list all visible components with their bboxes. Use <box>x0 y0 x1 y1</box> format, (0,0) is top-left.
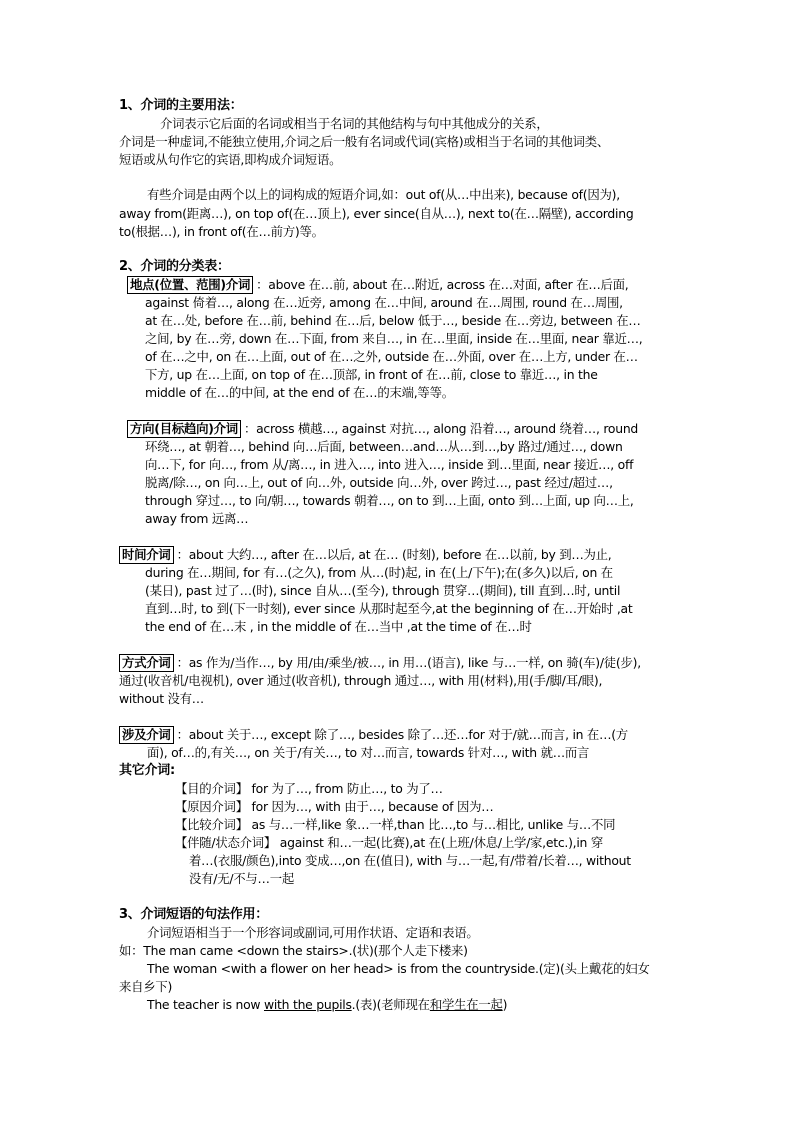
section1-paragraph-line: 短语或从句作它的宾语,即构成介词短语。 <box>119 152 342 167</box>
section2-heading: 2、介词的分类表： <box>119 259 230 274</box>
concern-prepositions-label: 涉及介词 <box>119 726 174 744</box>
other-prepositions-heading: 其它介词: <box>119 763 175 778</box>
time-prepositions-line: 时间介词 ：about 大约…, after 在…以后, at 在… (时刻), before 在…以前, by 到…为止, <box>119 546 611 564</box>
section1-paragraph-line: 介词表示它后面的名词或相当于名词的其他结构与句中其他成分的关系， <box>160 116 549 131</box>
example-line: 来自乡下) <box>119 979 173 994</box>
underlined-phrase: with the pupils <box>263 997 352 1012</box>
example-line: The woman <with a flower on her head> is from the countryside.(定)(头上戴花的妇女 <box>147 961 650 976</box>
direction-prepositions-line: 环绕…, at 朝着…, behind 向…后面, between…and…从…到…,by 路过/通过…, down <box>145 439 623 454</box>
concern-prepositions-line: 面), of…的,有关…, on 关于/有关…, to 对…而言, towards 针对…, with 就…而言 <box>147 745 590 760</box>
place-prepositions-line: 下方, up 在…上面, on top of 在…顶部, in front of 在…前, close to 靠近…, in the <box>145 367 598 382</box>
section3-intro: 介词短语相当于一个形容词或副词,可用作状语、定语和表语。 <box>147 925 479 940</box>
section1-paragraph-line: 介词是一种虚词,不能独立使用,介词之后一般有名词或代词(宾格)或相当于名词的其他词类、 <box>119 134 610 149</box>
place-prepositions-line: against 倚着…, along 在…近旁, among 在…中间, around 在…周围, round 在…周围, <box>145 295 623 310</box>
cause-prepositions-line: 【原因介词】 for 因为…, with 由于…, because of 因为… <box>175 799 494 814</box>
accompaniment-prepositions-line: 着…(衣服/颜色),into 变成…,on 在(值日), with 与…一起,有/带着/长着…, without <box>189 853 631 868</box>
section1-paragraph2-line: away from(距离…), on top of(在…顶上), ever since(自从…), next to(在…隔壁), according <box>119 206 634 221</box>
comparison-prepositions-line: 【比较介词】 as 与…一样,like 象…一样,than 比…,to 与…相比, unlike 与…不同 <box>175 817 616 832</box>
place-prepositions-label: 地点(位置、范围)介词 <box>127 276 253 294</box>
place-prepositions-line: of 在…之中, on 在…上面, out of 在…之外, outside 在…外面, over 在…上方, under 在… <box>145 349 638 364</box>
section3-heading: 3、介词短语的句法作用： <box>119 907 269 922</box>
time-prepositions-line: during 在…期间, for 有…(之久), from 从…(时)起, in 在(上/下午);在(多久)以后, on 在 <box>145 565 613 580</box>
section1-paragraph2-line: 有些介词是由两个以上的词构成的短语介词,如：out of(从…中出来), because of(因为), <box>147 187 620 202</box>
direction-prepositions-line: through 穿过…, to 向/朝…, towards 朝着…, on to 到…上面, onto 到…上面, up 向…上, <box>145 493 634 508</box>
concern-prepositions-line: 涉及介词 ：about 关于…, except 除了…, besides 除了…还…for 对于/就…而言, in 在…(方 <box>119 726 628 744</box>
manner-prepositions-line: 通过(收音机/电视机), over 通过(收音机), through 通过…, with 用(材料),用(手/脚/耳/眼), <box>119 673 603 688</box>
section1-paragraph2-line: to(根据…), in front of(在…前方)等。 <box>119 224 324 239</box>
section1-heading: 1、介词的主要用法： <box>119 98 243 113</box>
direction-prepositions-line: 向…下, for 向…, from 从/离…, in 进入…, into 进入…, inside 到…里面, near 接近…, off <box>145 457 634 472</box>
time-prepositions-label: 时间介词 <box>119 546 174 564</box>
accompaniment-prepositions-line: 【伴随/状态介词】 against 和…一起(比赛),at 在(上班/休息/上学/家,etc.),in 穿 <box>175 835 603 850</box>
time-prepositions-line: the end of 在…末 , in the middle of 在…当中 ,at the time of 在…时 <box>145 619 532 634</box>
direction-prepositions-line: 脱离/除…, on 向…上, out of 向…外, outside 向…外, over 跨过…, past 经过/超过…, <box>145 475 613 490</box>
example-line: The teacher is now with the pupils.(表)(老师现在和学生在一起) <box>147 997 508 1012</box>
direction-prepositions-line: away from 远离… <box>145 511 249 526</box>
time-prepositions-line: (某日), past 过了…(时), since 自从…(至今), through 贯穿…(期间), till 直到…时, until <box>145 583 621 598</box>
time-prepositions-line: 直到…时, to 到(下一时刻), ever since 从那时起至今,at the beginning of 在…开始时 ,at <box>145 601 633 616</box>
purpose-prepositions-line: 【目的介词】 for 为了…, from 防止…, to 为了… <box>175 781 443 796</box>
manner-prepositions-label: 方式介词 <box>119 654 174 672</box>
place-prepositions-line: at 在…处, before 在…前, behind 在…后, below 低于…, beside 在…旁边, between 在… <box>145 313 641 328</box>
manner-prepositions-line: 方式介词 ：as 作为/当作…, by 用/由/乘坐/被…, in 用…(语言), like 与…一样, on 骑(车)/徒(步), <box>119 654 641 672</box>
accompaniment-prepositions-line: 没有/无/不与…一起 <box>189 871 294 886</box>
direction-prepositions-line: 方向(目标趋向)介词 ：across 横越…, against 对抗…, along 沿着…, around 绕着…, round <box>127 420 638 438</box>
underlined-phrase: 和学生在一起 <box>429 997 503 1012</box>
manner-prepositions-line: without 没有… <box>119 691 204 706</box>
place-prepositions-line: 地点(位置、范围)介词 ：above 在…前, about 在…附近, across 在…对面, after 在…后面, <box>127 276 628 294</box>
place-prepositions-line: 之间, by 在…旁, down 在…下面, from 来自…, in 在…里面, inside 在…里面, near 靠近…, <box>145 331 643 346</box>
place-prepositions-line: middle of 在…的中间, at the end of 在…的末端,等等。 <box>145 385 454 400</box>
example-line: 如：The man came <down the stairs>.(状)(那个人走下楼来) <box>119 943 468 958</box>
direction-prepositions-label: 方向(目标趋向)介词 <box>127 420 241 438</box>
